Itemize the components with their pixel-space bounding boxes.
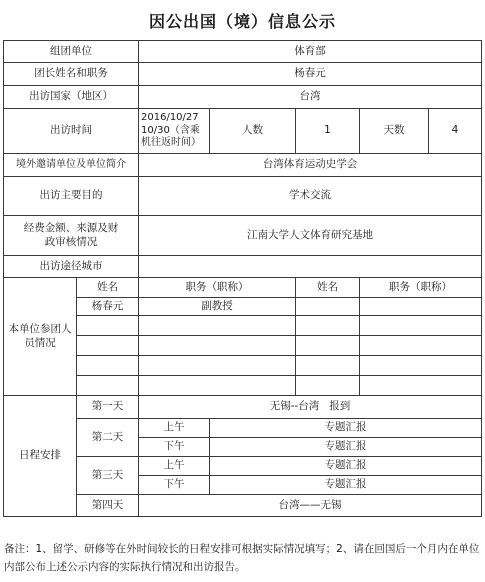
member-name: 杨春元 [77, 298, 139, 316]
day2-pm-label: 下午 [139, 438, 210, 457]
members-header-row [4, 278, 482, 298]
member-name [296, 316, 360, 336]
country-value: 台湾 [139, 86, 482, 109]
day4-label: 第四天 [77, 495, 139, 517]
days-label: 天数 [360, 109, 429, 153]
schedule-label: 日程安排 [4, 396, 77, 517]
row-route-cities [4, 256, 482, 278]
member-name [77, 376, 139, 396]
info-table [3, 40, 482, 517]
member-title [139, 336, 296, 356]
org-value: 体育部 [139, 41, 482, 63]
day1-label: 第一天 [77, 396, 139, 419]
time-label: 出访时间 [4, 109, 139, 154]
row-funding [4, 216, 482, 256]
funding-value: 江南大学人文体育研究基地 [139, 216, 482, 256]
member-name [296, 356, 360, 376]
country-label: 出访国家（地区） [4, 86, 139, 109]
member-title [360, 376, 482, 396]
purpose-value: 学术交流 [139, 177, 482, 216]
members-label: 本单位参团人员情况 [4, 278, 77, 396]
member-name [296, 336, 360, 356]
people-value: 1 [296, 109, 360, 154]
member-name [77, 336, 139, 356]
member-title [139, 356, 296, 376]
member-title [360, 336, 482, 356]
member-title [360, 316, 482, 336]
route-value [139, 256, 482, 278]
page-title: 因公出国（境）信息公示 [148, 11, 336, 31]
inviter-value: 台湾体育运动史学会 [139, 154, 482, 177]
member-title [139, 316, 296, 336]
people-label: 人数 [210, 109, 296, 154]
day4-text: 台湾——无锡 [139, 495, 482, 517]
member-title [360, 298, 482, 316]
day3-pm-label: 下午 [139, 476, 210, 495]
member-name [77, 356, 139, 376]
member-name [296, 376, 360, 396]
member-title [360, 356, 482, 376]
member-name [296, 298, 360, 316]
leader-value: 杨春元 [139, 63, 482, 86]
row-inviter [4, 154, 482, 177]
row-organizing-unit [4, 41, 482, 63]
footnote: 备注：1、留学、研修等在外时间较长的日程安排可根据实际情况填写；2、请在回国后一个月内在单位内部公布上述公示内容的实际执行情况和出访报告。 [4, 543, 480, 573]
days-value: 4 [451, 124, 459, 137]
row-visit-time [4, 109, 482, 154]
day2-pm-text: 专题汇报 [210, 438, 482, 457]
day2-label: 第二天 [77, 419, 139, 457]
day1-text: 无锡--台湾 报到 [139, 396, 482, 419]
members-header-title-2: 职务（职称） [360, 278, 482, 298]
member-title: 副教授 [139, 298, 296, 316]
day3-am-label: 上午 [139, 457, 210, 476]
funding-label: 经费金额、来源及财政审核情况 [4, 216, 139, 256]
route-label: 出访途径城市 [4, 256, 139, 278]
day3-pm-text: 专题汇报 [210, 476, 482, 495]
day3-label: 第三天 [77, 457, 139, 495]
day2-am-label: 上午 [139, 419, 210, 438]
member-title [139, 376, 296, 396]
purpose-label: 出访主要目的 [4, 177, 139, 216]
row-leader [4, 63, 482, 86]
time-dates: 2016/10/27 10/30（含乘机往返时间） [139, 109, 210, 154]
schedule-day1-row [4, 396, 482, 419]
members-header-title-1: 职务（职称） [139, 278, 296, 298]
inviter-label: 境外邀请单位及单位简介 [4, 154, 139, 177]
members-header-name-1: 姓名 [77, 278, 139, 298]
days-cell [360, 109, 482, 154]
row-purpose [4, 177, 482, 216]
row-country [4, 86, 482, 109]
leader-label: 团长姓名和职务 [4, 63, 139, 86]
day2-am-text: 专题汇报 [210, 419, 482, 438]
day3-am-text: 专题汇报 [210, 457, 482, 476]
member-name [77, 316, 139, 336]
org-label: 组团单位 [4, 41, 139, 63]
members-header-name-2: 姓名 [296, 278, 360, 298]
